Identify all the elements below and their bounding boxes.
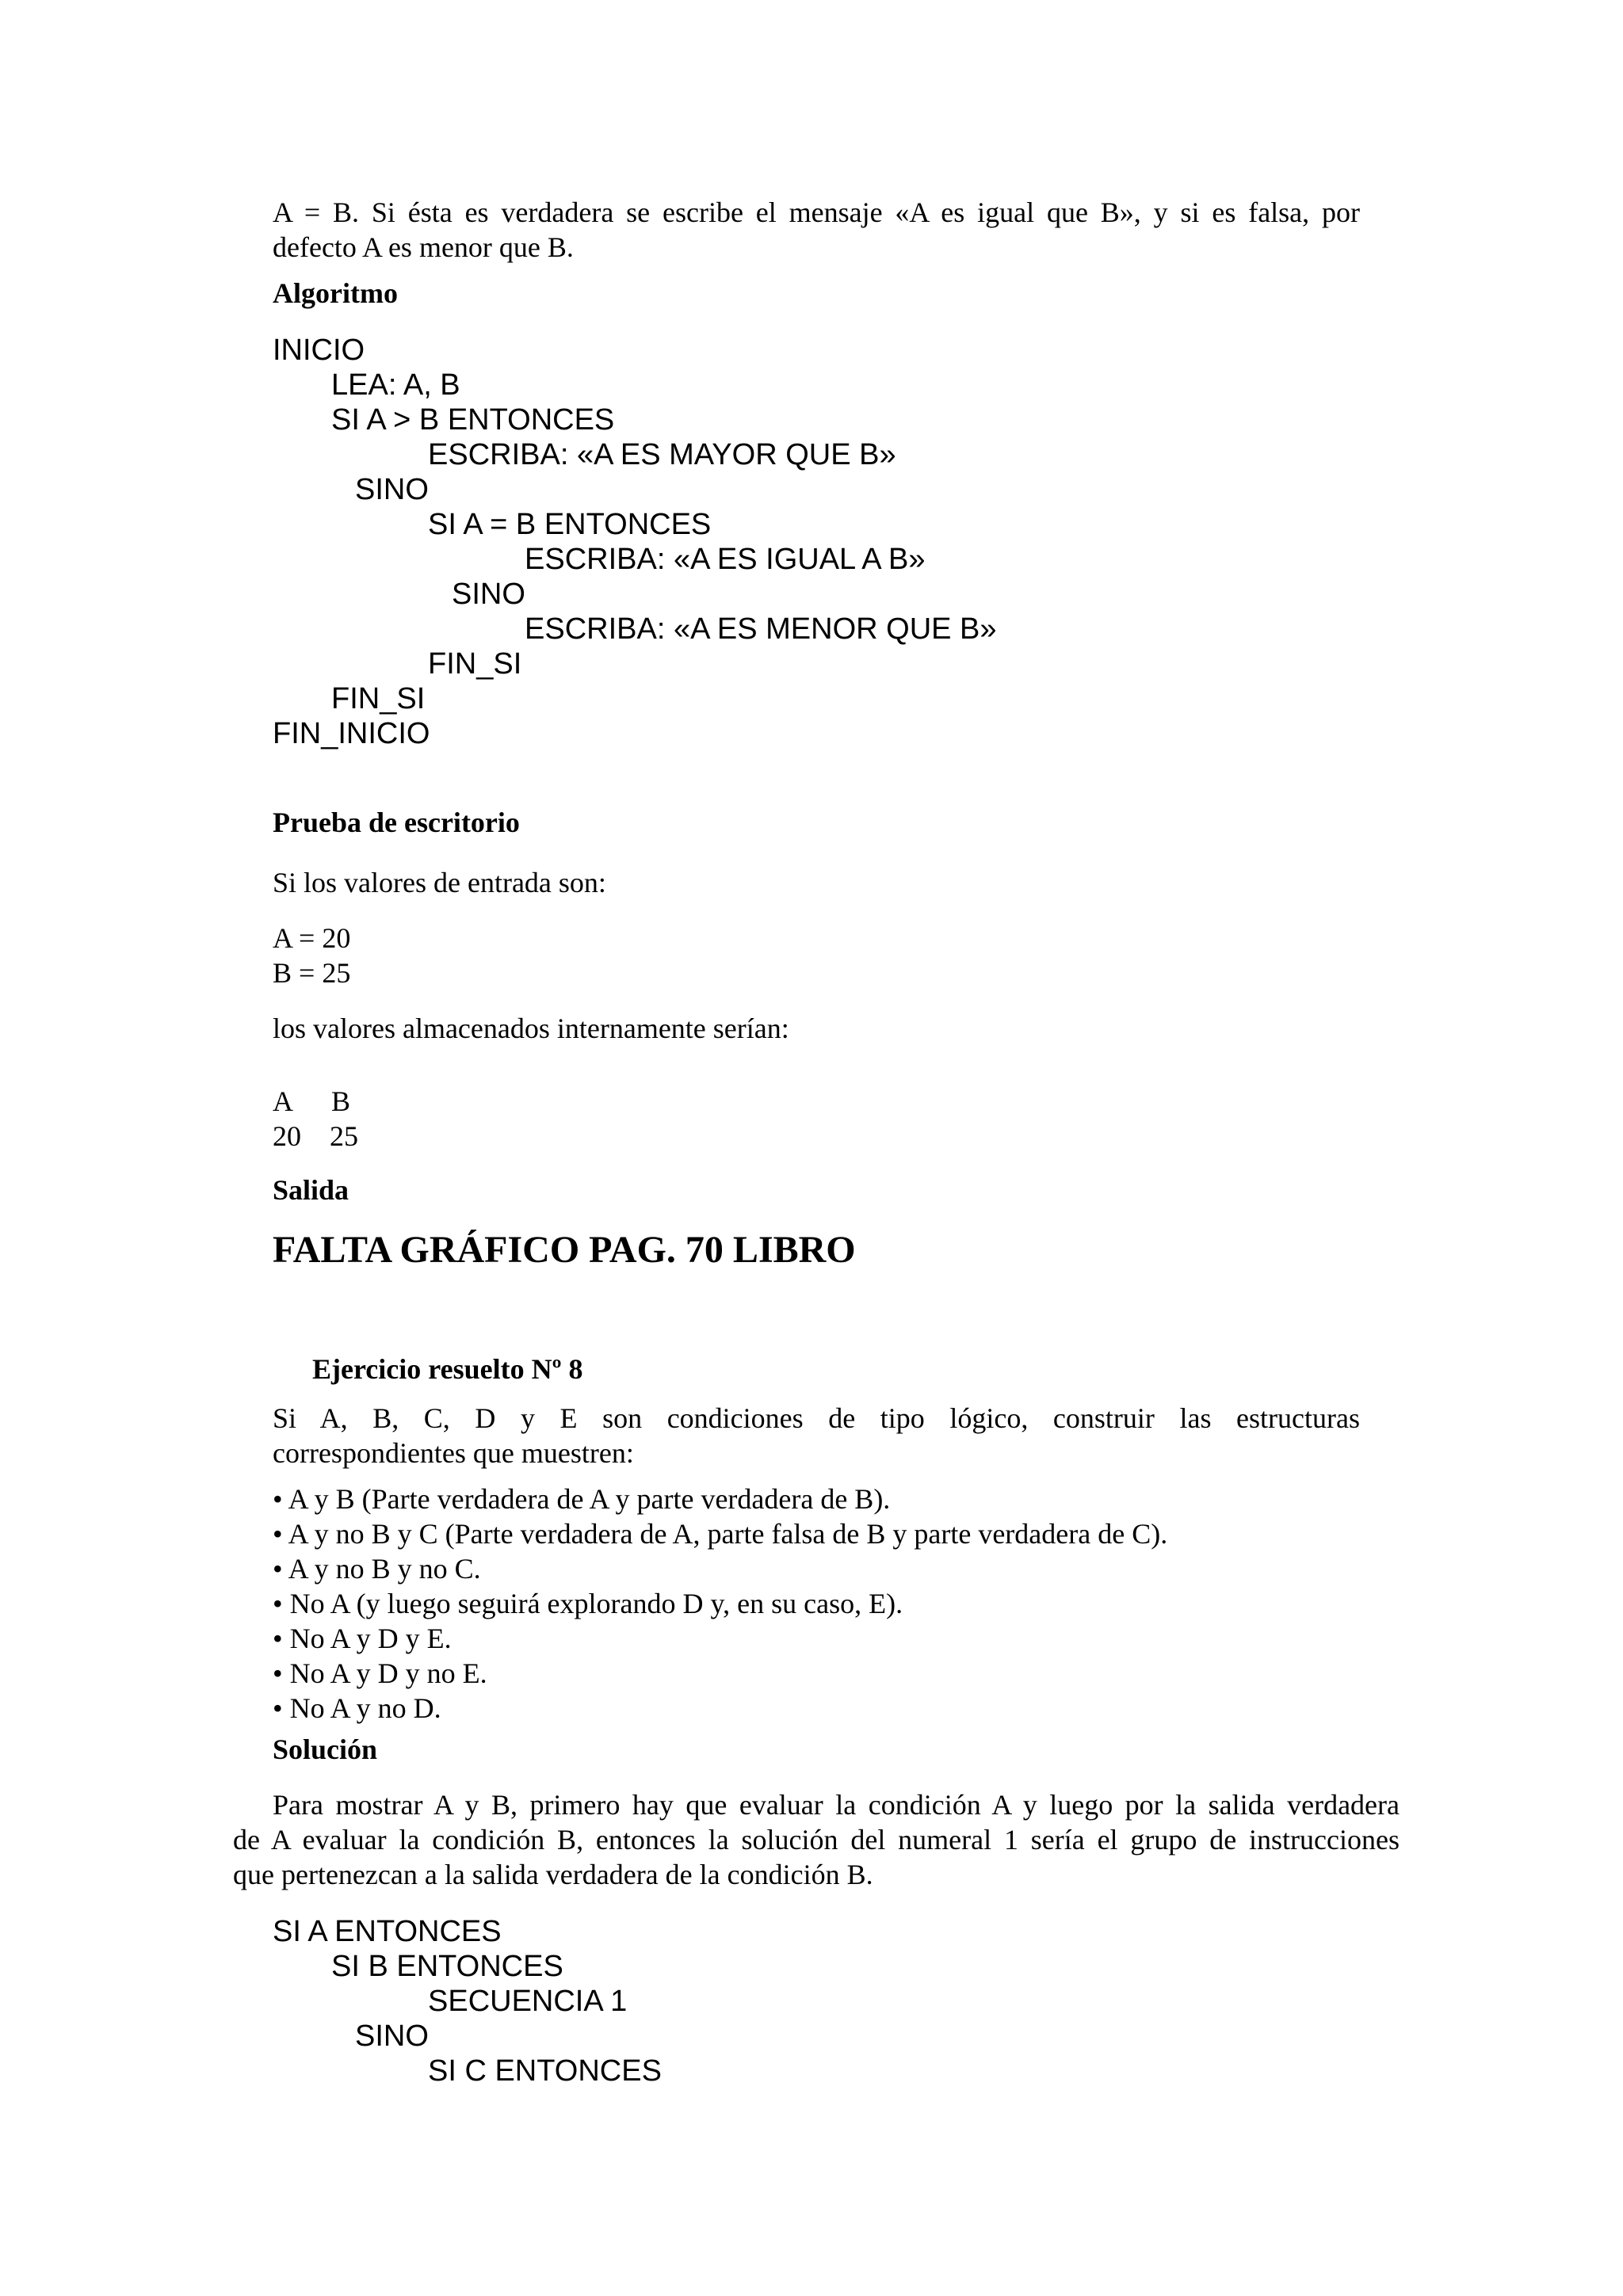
list-item: • A y B (Parte verdadera de A y parte verdadera de B).	[273, 1483, 891, 1515]
input-a: A = 20	[273, 922, 351, 954]
solucion-para-line-2: de A evaluar la condición B, entonces la solución del numeral 1 sería el grupo de instrucciones	[233, 1824, 1400, 1855]
prueba-intro: Si los valores de entrada son:	[273, 867, 606, 898]
list-item: • No A y D y no E.	[273, 1657, 487, 1689]
intro-line-1: A = B. Si ésta es verdadera se escribe el mensaje «A es igual que B», y si es falsa, por	[273, 196, 1360, 228]
list-item: • No A y no D.	[273, 1692, 441, 1724]
algoritmo-heading: Algoritmo	[273, 277, 398, 309]
code-line: SINO	[355, 2019, 429, 2053]
solucion-heading: Solución	[273, 1733, 378, 1765]
code-line: FIN_SI	[331, 682, 426, 715]
ejercicio-heading: Ejercicio resuelto Nº 8	[312, 1353, 583, 1385]
code-line: FIN_INICIO	[273, 717, 430, 750]
missing-graphic-note: FALTA GRÁFICO PAG. 70 LIBRO	[273, 1229, 856, 1271]
code-line: SI B ENTONCES	[331, 1950, 563, 1983]
code-line: SINO	[355, 473, 429, 506]
intro-line-2: defecto A es menor que B.	[273, 231, 574, 263]
stored-text: los valores almacenados internamente serían:	[273, 1013, 789, 1044]
ejercicio-para-line-1: Si A, B, C, D y E son condiciones de tipo lógico, construir las estructuras	[273, 1402, 1360, 1434]
code-line: SI A = B ENTONCES	[428, 508, 712, 541]
solucion-para-line-3: que pertenezcan a la salida verdadera de la condición B.	[233, 1859, 873, 1890]
table-header-a: A	[273, 1085, 293, 1117]
list-item: • No A y D y E.	[273, 1623, 452, 1654]
code-line: SI C ENTONCES	[428, 2054, 662, 2088]
code-line: SINO	[452, 578, 525, 611]
list-item: • A y no B y no C.	[273, 1553, 481, 1585]
code-line: LEA: A, B	[331, 368, 460, 402]
code-line: SECUENCIA 1	[428, 1985, 628, 2018]
code-line: SI A ENTONCES	[273, 1915, 502, 1948]
table-header-b: B	[331, 1085, 351, 1117]
ejercicio-para-line-2: correspondientes que muestren:	[273, 1437, 634, 1469]
solucion-para-line-1: Para mostrar A y B, primero hay que evaluar la condición A y luego por la salida verdadera	[273, 1789, 1400, 1821]
code-line: ESCRIBA: «A ES IGUAL A B»	[525, 543, 926, 576]
code-line: ESCRIBA: «A ES MAYOR QUE B»	[428, 438, 896, 471]
code-line: FIN_SI	[428, 647, 522, 681]
table-value-b: 25	[330, 1120, 358, 1152]
prueba-heading: Prueba de escritorio	[273, 807, 520, 838]
salida-heading: Salida	[273, 1174, 349, 1206]
table-value-a: 20	[273, 1120, 301, 1152]
code-line: SI A > B ENTONCES	[331, 403, 615, 437]
code-line: ESCRIBA: «A ES MENOR QUE B»	[525, 612, 997, 646]
list-item: • A y no B y C (Parte verdadera de A, parte falsa de B y parte verdadera de C).	[273, 1518, 1168, 1550]
list-item: • No A (y luego seguirá explorando D y, en su caso, E).	[273, 1588, 903, 1619]
input-b: B = 25	[273, 957, 351, 989]
code-line: INICIO	[273, 334, 365, 367]
